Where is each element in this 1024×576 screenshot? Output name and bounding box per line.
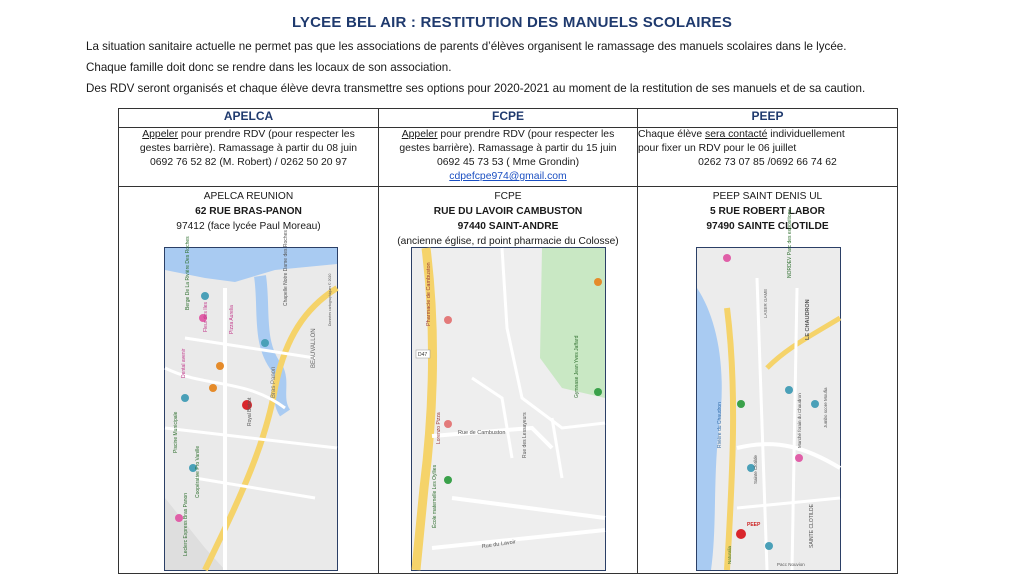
peep-address: PEEP SAINT DENIS UL 5 RUE ROBERT LABOR 97490 SAINTE CLOTILDE NORDEV Parc des expositions LASER GAME LE CHAUDRON Rivière du Chaudron Jumbo score Moufia Marché forain du Chaudron Sainte Clotilde SAINTE CLOTILDE PEEP Naturalia Pacc Nouvion xyxy=(638,187,898,574)
address-row xyxy=(119,187,898,574)
intro-text xyxy=(86,36,966,99)
intro-line: Des RDV seront organisés et chaque élève devra transmettre ses options pour 2020-2021 au moment de la restitution de ses manuels et de sa caution. xyxy=(86,82,866,95)
intro-line: La situation sanitaire actuelle ne permet pas que les associations de parents d’élèves organisent le ramassage des manuels scolaires dans le lycée. xyxy=(86,40,847,53)
intro-line: Chaque famille doit donc se rendre dans les locaux de son association. xyxy=(86,61,452,74)
fcpe-address: FCPE RUE DU LAVOIR CAMBUSTON 97440 SAINT-ANDRE (ancienne église, rd point pharmacie du Colosse) Pharmacie de Cambuston D47 Lorenzo Pizza Rue de Cambuston Gymnase Jean Yves Jaffard Rue des Lessayeurs École maternelle Les Oyllies Rue du Lavoir xyxy=(379,187,638,574)
map-label: Sainte Clotilde xyxy=(753,454,758,484)
apelca-info: Appeler pour prendre RDV (pour respecter les gestes barrière). Ramassage à partir du 08 juin 0692 76 52 82 (M. Robert) / 0262 50 20 97 xyxy=(119,128,379,187)
peep-phone: 0262 73 07 85 /0692 66 74 62 xyxy=(698,157,837,168)
map-label: BEAUVALLON xyxy=(311,328,317,368)
map-label: SAINTE CLOTILDE xyxy=(809,504,815,548)
apelca-map[interactable] xyxy=(164,230,338,571)
associations-table xyxy=(118,108,898,574)
map-label: Coopérative Pro Vanille xyxy=(195,445,201,498)
map-label: Royal Bistrot xyxy=(247,397,253,426)
info-row xyxy=(119,128,898,187)
map-label: Piscine Municipale xyxy=(173,411,179,453)
map-label: Berge De La Rivière Des Roches xyxy=(185,236,191,310)
fcpe-info: Appeler pour prendre RDV (pour respecter les gestes barrière). Ramassage à partir du 15 juin 0692 45 73 53 ( Mme Grondin) cdpefcpe974@gmail.com xyxy=(379,128,638,187)
map-label: Pizza Aurelia xyxy=(229,305,235,334)
map-label: Gymnase Jean Yves Jaffard xyxy=(574,335,580,398)
apelca-phone: 0692 76 52 82 (M. Robert) / 0262 50 20 97 xyxy=(150,157,347,168)
peep-info: Chaque élève sera contacté individuellement pour fixer un RDV pour le 06 juillet 0262 73 07 85 /0692 66 74 62 xyxy=(638,128,898,187)
peep-map[interactable] xyxy=(696,209,841,571)
call-verb: Appeler xyxy=(401,129,438,140)
header-fcpe: FCPE xyxy=(379,109,638,128)
map-label: NORDEV Parc des expositions xyxy=(787,209,793,278)
map-label: Données cartographiques © 2020 xyxy=(328,273,332,326)
map-label: LE CHAUDRON xyxy=(805,299,811,340)
map-label: Chapelle Notre Dame des Roches xyxy=(283,230,289,306)
page-title: LYCEE BEL AIR : RESTITUTION DES MANUELS SCOLAIRES xyxy=(291,14,733,31)
map-label: Jumbo score Moufia xyxy=(823,387,828,428)
header-row xyxy=(119,109,898,128)
map-label: D47 xyxy=(418,352,428,358)
header-peep: PEEP xyxy=(638,109,898,128)
map-label: Lorenzo Pizza xyxy=(436,412,442,444)
map-label: École maternelle Les Oyllies xyxy=(432,464,438,528)
map-label: Bras Panon xyxy=(271,366,277,398)
map-label: Leclerc Express Bras Panon xyxy=(183,492,189,556)
map-label: Pharmacie de Cambuston xyxy=(426,262,432,326)
map-label: PEEP xyxy=(747,522,761,528)
map-label: Rue du Lavoir xyxy=(481,539,517,550)
fcpe-phone: 0692 45 73 53 ( Mme Grondin) xyxy=(436,157,580,168)
map-label: Marché forain du Chaudron xyxy=(797,393,802,448)
call-verb: Appeler xyxy=(142,129,179,140)
header-apelca: APELCA xyxy=(119,109,379,128)
map-label: LASER GAME xyxy=(763,288,768,318)
map-label: Pacc Nouvion xyxy=(777,562,805,567)
map-label: Dental avenir xyxy=(181,348,187,378)
map-label: Naturalia xyxy=(727,545,732,564)
contact-verb: sera contacté xyxy=(705,129,768,140)
map-label: Rue des Lessayeurs xyxy=(522,412,528,458)
fcpe-email-link[interactable]: cdpefcpe974@gmail.com xyxy=(449,171,567,182)
map-label: Rivière du Chaudron xyxy=(717,402,723,448)
apelca-address: APELCA REUNION 62 RUE BRAS-PANON 97412 (face lycée Paul Moreau) Berge De La Rivière Des Roches Fleur des Iles Pizza Aurelia Chapelle Notre Dame des Roches BEAUVALLON Dental avenir Royal Bistrot Piscine Municipale Coopérative Pro Vanille Leclerc Express Bras Panon Bras Panon Données cartographiques © 2020 xyxy=(119,187,379,574)
fcpe-map[interactable] xyxy=(411,247,606,571)
map-label: Rue de Cambuston xyxy=(458,430,506,436)
map-label: Fleur des Iles xyxy=(203,301,209,332)
